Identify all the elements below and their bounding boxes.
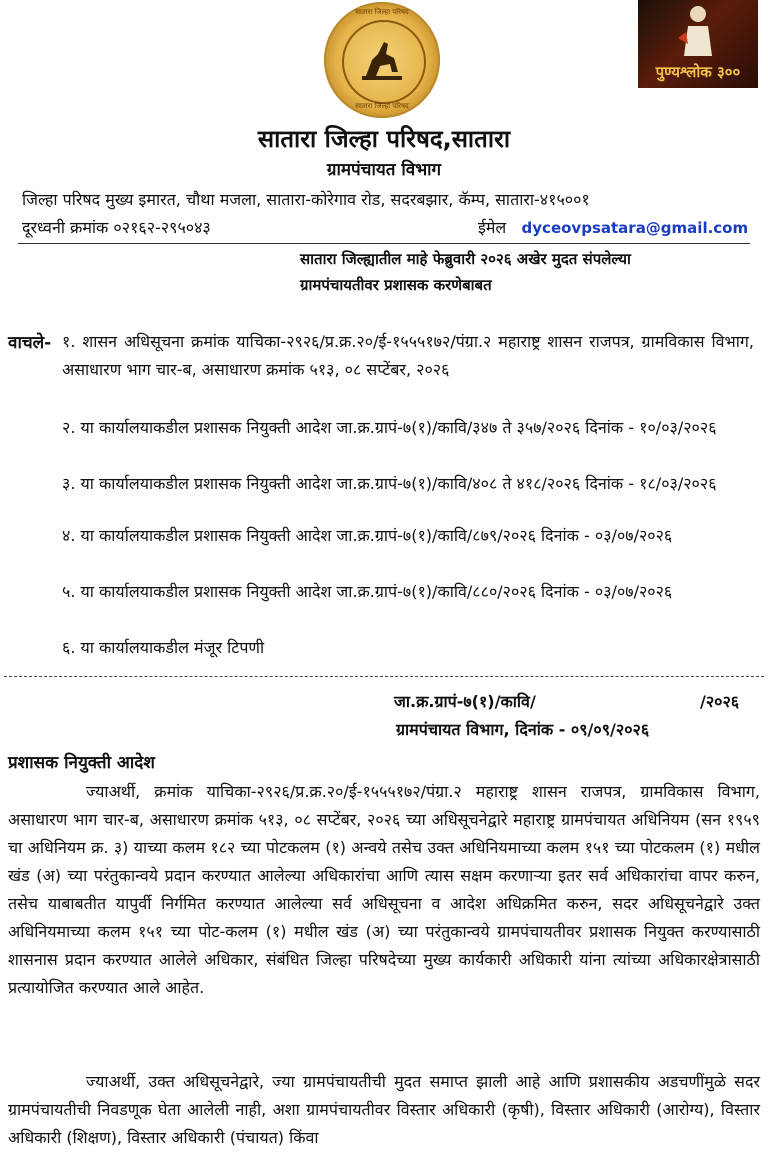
- seal-top-text: सातारा जिल्हा परिषद: [355, 8, 409, 16]
- subject-line-1: सातारा जिल्ह्यातील माहे फेब्रुवारी २०२६ अखेर मुदत संपलेल्या: [300, 250, 631, 268]
- reference-item: ५. या कार्यालयाकडील प्रशासक नियुक्ती आदेश जा.क्र.ग्रापं-७(१)/कावि/८८०/२०२६ दिनांक - ०३/०७/२०२६: [62, 582, 673, 601]
- email-link[interactable]: dyceovpsatara@gmail.com: [521, 219, 749, 237]
- phone-number: दूरध्वनी क्रमांक ०२१६२-२९५०४३: [22, 218, 211, 237]
- seal-bottom-text: सातारा जिल्हा परिषद: [355, 102, 409, 110]
- reference-item: ६. या कार्यालयाकडील मंजूर टिपणी: [62, 638, 265, 657]
- order-number: जा.क्र.ग्रापं-७(१)/कावि/: [394, 692, 536, 711]
- zilla-parishad-seal: [324, 2, 440, 118]
- office-address: जिल्हा परिषद मुख्य इमारत, चौथा मजला, सातारा-कोरेगाव रोड, सदरबझार, कॅम्प, सातारा-४१५००१: [22, 190, 590, 209]
- section-divider: [4, 676, 764, 677]
- reference-item: २. या कार्यालयाकडील प्रशासक नियुक्ती आदेश जा.क्र.ग्रापं-७(१)/कावि/३४७ ते ३५७/२०२६ दिनांक - १०/०३/२०२६: [62, 418, 717, 437]
- email-block: [478, 216, 748, 238]
- order-title: प्रशासक नियुक्ती आदेश: [8, 753, 155, 773]
- horse-rider-icon: [358, 32, 406, 84]
- order-paragraph-2: ज्याअर्थी, उक्त अधिसूचनेद्वारे, ज्या ग्रामपंचायतीची मुदत समाप्त झाली आहे आणि प्रशासकीय अडचणींमुळे सदर ग्रामपंचायतीची निवडणूक घेता आलेली नाही, अशा ग्रामपंचायतीवर विस्तार अधिकारी (कृषी), विस्तार अधिकारी (आरोग्य), विस्तार अधिकारी (शिक्षण), विस्तार अधिकारी (पंचायत) किंवा: [8, 1072, 760, 1147]
- org-title: सातारा जिल्हा परिषद,सातारा: [257, 125, 511, 153]
- email-label: ईमेल: [478, 218, 507, 237]
- order-paragraph-1: ज्याअर्थी, क्रमांक याचिका-२९२६/प्र.क्र.२०/ई-१५५५१७२/पंग्रा.२ महाराष्ट्र शासन राजपत्र, ग्रामविकास विभाग, असाधारण भाग चार-ब, असाधारण क्रमांक ५१३, ०८ सप्टेंबर, २०२६ च्या अधिसूचनेद्वारे महाराष्ट्र ग्रामपंचायत अधिनियम (सन १९५९ चा अधिनियम क्र. ३) याच्या कलम १८२ च्या पोटकलम (१) अन्वये तसेच उक्त अधिनियमाच्या कलम १५१ च्या पोटकलम (१) मधील खंड (अ) च्या परंतुकान्वये प्रदान करण्यात आलेल्या अधिकारांचा आणि त्यास सक्षम करणाऱ्या इतर सर्व अधिकारांचा वापर करुन, तसेच याबाबतीत यापुर्वी निर्गमित करण्यात आलेल्या सर्व अधिसूचना व आदेश अधिक्रमित करुन, सदर अधिसूचनेद्वारे उक्त अधिनियमाच्या कलम १५१ च्या पोट-कलम (१) मधील खंड (अ) च्या परंतुकान्वये ग्रामपंचायतीवर प्रशासक नियुक्त करण्यासाठी शासनास प्रदान करण्यात आलेले अधिकार, संबंधित जिल्हा परिषदेच्या मुख्य कार्यकारी अधिकारी यांना त्यांच्या अधिकारक्षेत्रासाठी प्रत्यायोजित करण्यात आले आहेत.: [8, 782, 760, 997]
- subject-line-2: ग्रामपंचायतीवर प्रशासक करणेबाबत: [300, 276, 492, 294]
- reference-item: ४. या कार्यालयाकडील प्रशासक नियुक्ती आदेश जा.क्र.ग्रापं-७(१)/कावि/८७९/२०२६ दिनांक - ०३/०७/२०२६: [62, 526, 673, 545]
- anniversary-logo: [638, 0, 758, 88]
- reference-item: १. शासन अधिसूचना क्रमांक याचिका-२९२६/प्र.क्र.२०/ई-१५५५१७२/पंग्रा.२ महाराष्ट्र शासन राजपत्र, ग्रामविकास विभाग, असाधारण भाग चार-ब, असाधारण क्रमांक ५१३, ०८ सप्टेंबर, २०२६: [62, 332, 754, 379]
- anniversary-text: पुण्यश्लोक ३००: [655, 63, 741, 81]
- reference-item: ३. या कार्यालयाकडील प्रशासक नियुक्ती आदेश जा.क्र.ग्रापं-७(१)/कावि/४०८ ते ४१८/२०२६ दिनांक - १८/०३/२०२६: [62, 474, 717, 493]
- order-year: /२०२६: [700, 692, 740, 711]
- order-dept-date: ग्रामपंचायत विभाग, दिनांक - ०९/०९/२०२६: [396, 720, 650, 739]
- department-name: ग्रामपंचायत विभाग: [326, 160, 442, 180]
- figure-icon: [676, 4, 720, 56]
- references-label: वाचले-: [8, 333, 52, 353]
- header-divider: [18, 243, 750, 244]
